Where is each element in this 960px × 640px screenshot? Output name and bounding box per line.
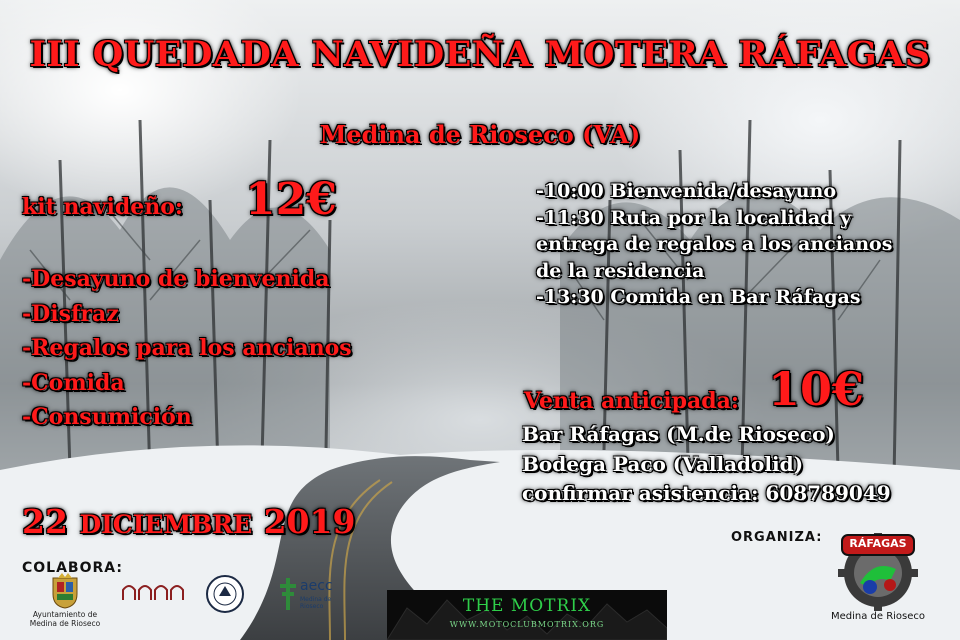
schedule-line: -10:00 Bienvenida/desayuno [536,180,836,202]
kit-item: -Consumición [22,404,192,430]
collaborators-label: COLABORA: [22,560,123,576]
event-location: Medina de Rioseco (VA) [319,120,641,149]
aecc-name: aecc [300,578,333,594]
bar-emblem-icon [205,574,245,614]
date-month: DICIEMBRE [79,510,253,539]
motrix-url: WWW.MOTOCLUBMOTRIX.ORG [449,620,605,629]
bodega-logo [113,580,193,624]
schedule-line: de la residencia [536,259,705,282]
date-day: 22 [22,502,68,541]
kit-label: kit navideño: [22,194,183,220]
kit-item: -Desayuno de bienvenida [22,266,330,292]
bodega-arches-icon [113,580,193,602]
sale-points-list [522,420,891,509]
rafagas-logo [830,525,926,629]
contact-phone: confirmar asistencia: 608789049 [522,481,891,505]
date-year: 2019 [263,502,356,541]
aecc-logo [278,574,348,614]
schedule-line: -11:30 Ruta por la localidad y [536,206,852,229]
aecc-subtitle: Medina de Rioseco [300,596,332,610]
event-title: III QUEDADA NAVIDEÑA MOTERA RÁFAGAS [29,34,931,75]
advance-sale-price: 10€ [768,362,865,416]
schedule-list [536,178,892,311]
ayuntamiento-logo [22,572,108,632]
coat-of-arms-icon [22,572,108,610]
motrix-banner [387,590,667,640]
kit-item: -Disfraz [22,300,119,327]
ayuntamiento-name: Ayuntamiento de Medina de Rioseco [29,610,101,628]
schedule-line: entrega de regalos a los ancianos [536,233,893,255]
advance-sale-label: Venta anticipada: [524,388,740,414]
kit-item: -Regalos para los ancianos [22,335,352,361]
organizer-label: ORGANIZA: [731,530,823,545]
sale-point: Bodega Paco (Valladolid) [522,451,804,476]
kit-item: -Comida [22,369,125,396]
event-date [22,502,355,541]
rafagas-brand: RÁFAGAS [849,537,907,550]
sale-point: Bar Ráfagas (M.de Rioseco) [522,422,835,446]
kit-price: 12€ [245,174,337,225]
aecc-cross-icon [278,576,298,612]
schedule-line: -13:30 Comida en Bar Ráfagas [536,286,861,308]
motrix-name: THE MOTRIX [462,596,592,616]
kit-items-list [22,262,352,435]
rafagas-caption: Medina de Rioseco [830,611,926,622]
